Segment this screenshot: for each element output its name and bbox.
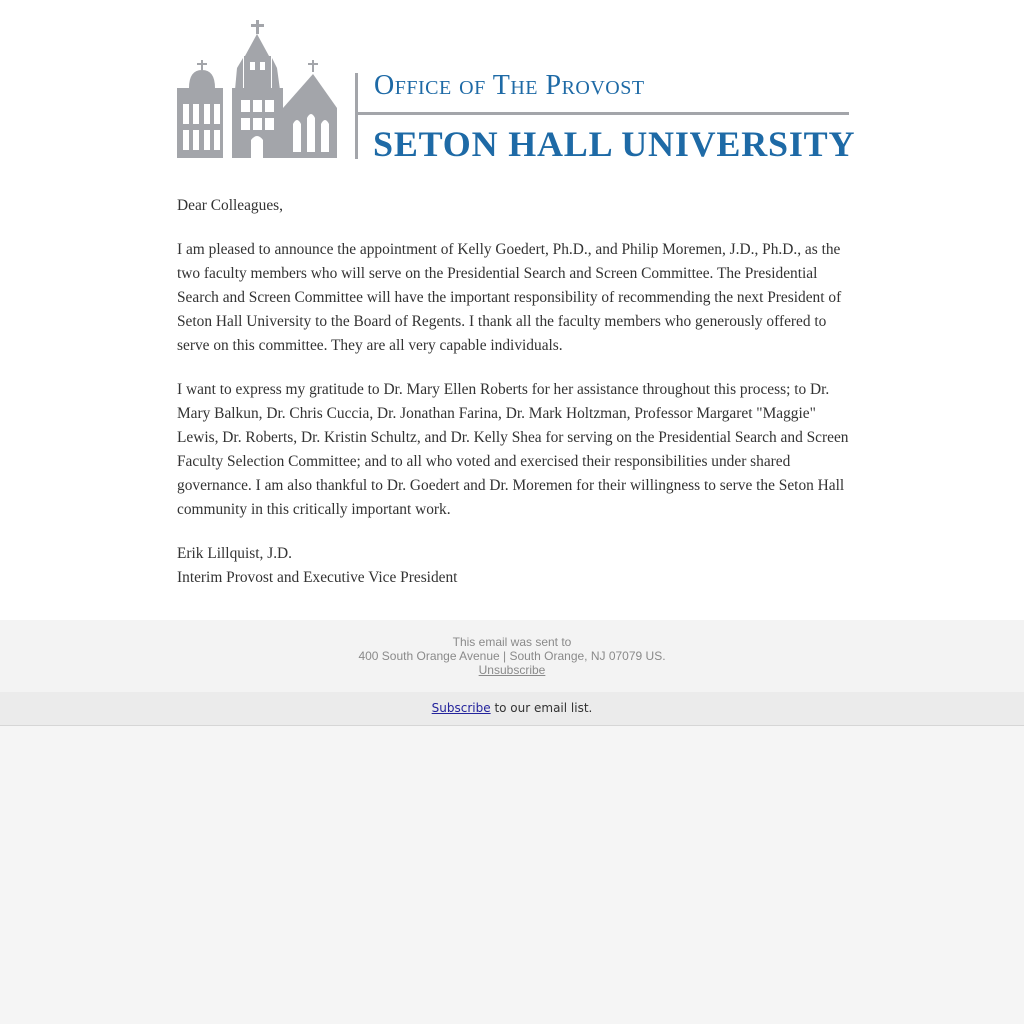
paragraph-gratitude: I want to express my gratitude to Dr. Mary Ellen Roberts for her assistance throughout this process; to Dr. Mary Balkun, Dr. Chris Cuccia, Dr. Jonathan Farina, Dr. Mark Holtzman, Professor Margaret "Maggie" Lewis, Dr. Roberts, Dr. Kristin Schultz, and Dr. Kelly Shea for serving on the Presidential Search and Screen Faculty Selection Committee; and to all who voted and exercised their responsibilities under shared governance. I am also thankful to Dr. Goedert and Dr. Moremen for their willingness to serve the Seton Hall community in this critically important work. [177, 381, 849, 518]
letter-content [177, 194, 849, 590]
seton-hall-university-text: SETON HALL UNIVERSITY [373, 124, 856, 164]
subscribe-link[interactable]: Subscribe [431, 701, 491, 715]
paragraph-appointment: I am pleased to announce the appointment of Kelly Goedert, Ph.D., and Philip Moremen, J.D., Ph.D., as the two faculty members who will serve on the Presidential Search and Screen Committee. The Presidential Search and Screen Committee will have the important responsibility of recommending the next President of Seton Hall University to the Board of Regents. I thank all the faculty members who generously offered to serve on this committee. They are all very capable individuals. [177, 241, 842, 354]
office-of-provost-text: Office of The Provost [374, 70, 645, 101]
sent-to-text: This email was sent to [452, 635, 572, 649]
subscribe-bar-text: to our email list. [490, 701, 593, 715]
greeting: Dear Colleagues, [177, 197, 283, 214]
signature-title: Interim Provost and Executive Vice President [177, 569, 458, 586]
subscribe-bar [0, 692, 1024, 726]
logo-horizontal-rule [358, 112, 849, 115]
seton-hall-provost-logo [177, 18, 856, 164]
mailing-address: 400 South Orange Avenue | South Orange, NJ 07079 US. [358, 649, 666, 663]
email-footer [0, 620, 1024, 692]
logo-vertical-divider [355, 73, 358, 159]
unsubscribe-link[interactable]: Unsubscribe [478, 663, 546, 677]
signature-name: Erik Lillquist, J.D. [177, 545, 293, 562]
